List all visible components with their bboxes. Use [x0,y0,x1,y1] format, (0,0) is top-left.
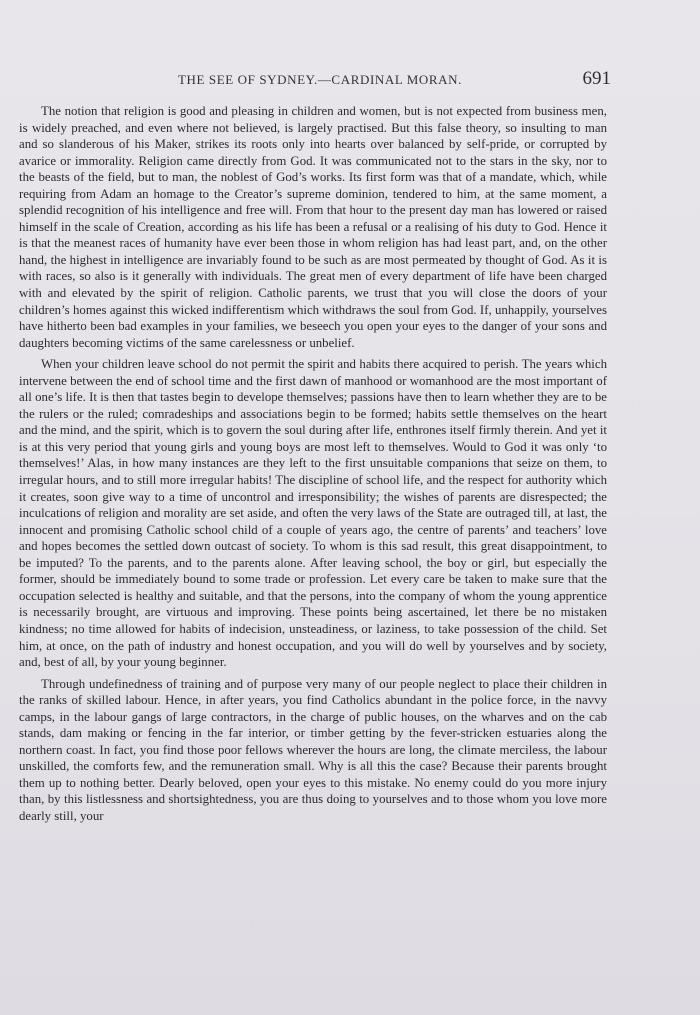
body-text [19,103,607,825]
running-title: THE SEE OF SYDNEY.—CARDINAL MORAN. [177,72,463,87]
page-number: 691 [582,68,611,89]
page-header [0,68,700,92]
paragraph-after-school: When your children leave school do not permit the spirit and habits there acquired to perish. The years which intervene between the end of school time and the first dawn of manhood or womanhood are the most important of all one’s life. It is then that tastes begin to develope themselves; passions have then to learn whether they are to be the rulers or the ruled; comradeships and associations begin to be formed; habits settle themselves on the heart and the mind, and the spirit, which is to govern the soul during after life, enthrones itself firmly therein. And yet it is at this very period that young girls and young boys are most left to themselves. Would to God it was only ‘to themselves!’ Alas, in how many instances are they left to the first unsuitable companions that seize on them, to irregular hours, and to still more irregular habits! The discipline of school life, and the respect for authority which it creates, soon give way to a time of uncontrol and irresponsibility; the wishes of parents are disrespected; the inculcations of religion and morality are set aside, and often the very laws of the State are outraged till, at last, the innocent and promising Catholic school child of a couple of years ago, the centre of parents’ and teachers’ love and hopes becomes the settled down outcast of society. To whom is this sad result, this great disappointment, to be imputed? To the parents, and to the parents alone. After leaving school, the boy or girl, but especially the former, should be immediately bound to some trade or profession. Let every care be taken to make sure that the occupation selected is healthy and suitable, and that the persons, into the company of whom the young apprentice is necessarily brought, are virtuous and improving. These points being ascertained, let there be no mistaken kindness; no time allowed for habits of indecision, unsteadiness, or laziness, to take possession of the child. Set him, at once, on the path of industry and honest occupation, and you will do well by yourselves and by society, and, best of all, by your young beginner. [19,357,607,670]
paragraph-skilled-labour: Through undefinedness of training and of purpose very many of our people neglect to place their children in the ranks of skilled labour. Hence, in after years, you find Catholics abundant in the police force, in the navvy camps, in the labour gangs of large contractors, in the charge of public houses, on the wharves and on the cab stands, dam making or fencing in the far interior, or timber getting by the fever-stricken estuaries along the northern coast. In fact, you find those poor fellows wherever the hours are long, the climate merciless, the labour unskilled, the comforts few, and the remuneration small. Why is all this the case? Because their parents brought them up to nothing better. Dearly beloved, open your eyes to this mistake. No enemy could do you more injury than, by this listlessness and shortsightedness, you are thus doing to yourselves and to those whom you love more dearly still, your [19,676,607,823]
paragraph-religion-and-god: The notion that religion is good and pleasing in children and women, but is not expected from business men, is widely preached, and even where not believed, is largely practised. But this false theory, so insulting to man and so slanderous of his Maker, strikes its roots only into hearts over balanced by self-pride, or corrupted by avarice or immorality. Religion came directly from God. It was communicated not to the stars in the sky, nor to the beasts of the field, but to man, the noblest of God’s works. Its first form was that of a mandate, which, while requiring from Adam an homage to the Creator’s supreme dominion, tendered to him, at the same moment, a splendid recognition of his intelligence and free will. From that hour to the present day man has lowered or raised himself in the scale of Creation, according as his life has been a refusal or a realising of his duty to God. Hence it is that the meanest races of humanity have ever been those in whom religion has had least part, and, on the other hand, the highest in intelligence are invariably found to be such as are most permeated by thought of God. As it is with races, so also is it generally with individuals. The great men of every department of life have been charged with and elevated by the spirit of religion. Catholic parents, we trust that you will close the doors of your children’s homes against this wicked indifferentism which withdraws the soul from God. If, unhappily, yourselves have hitherto been bad examples in your families, we beseech you open your eyes to the danger of your sons and daughters becoming victims of the same carelessness or unbelief. [19,104,607,350]
